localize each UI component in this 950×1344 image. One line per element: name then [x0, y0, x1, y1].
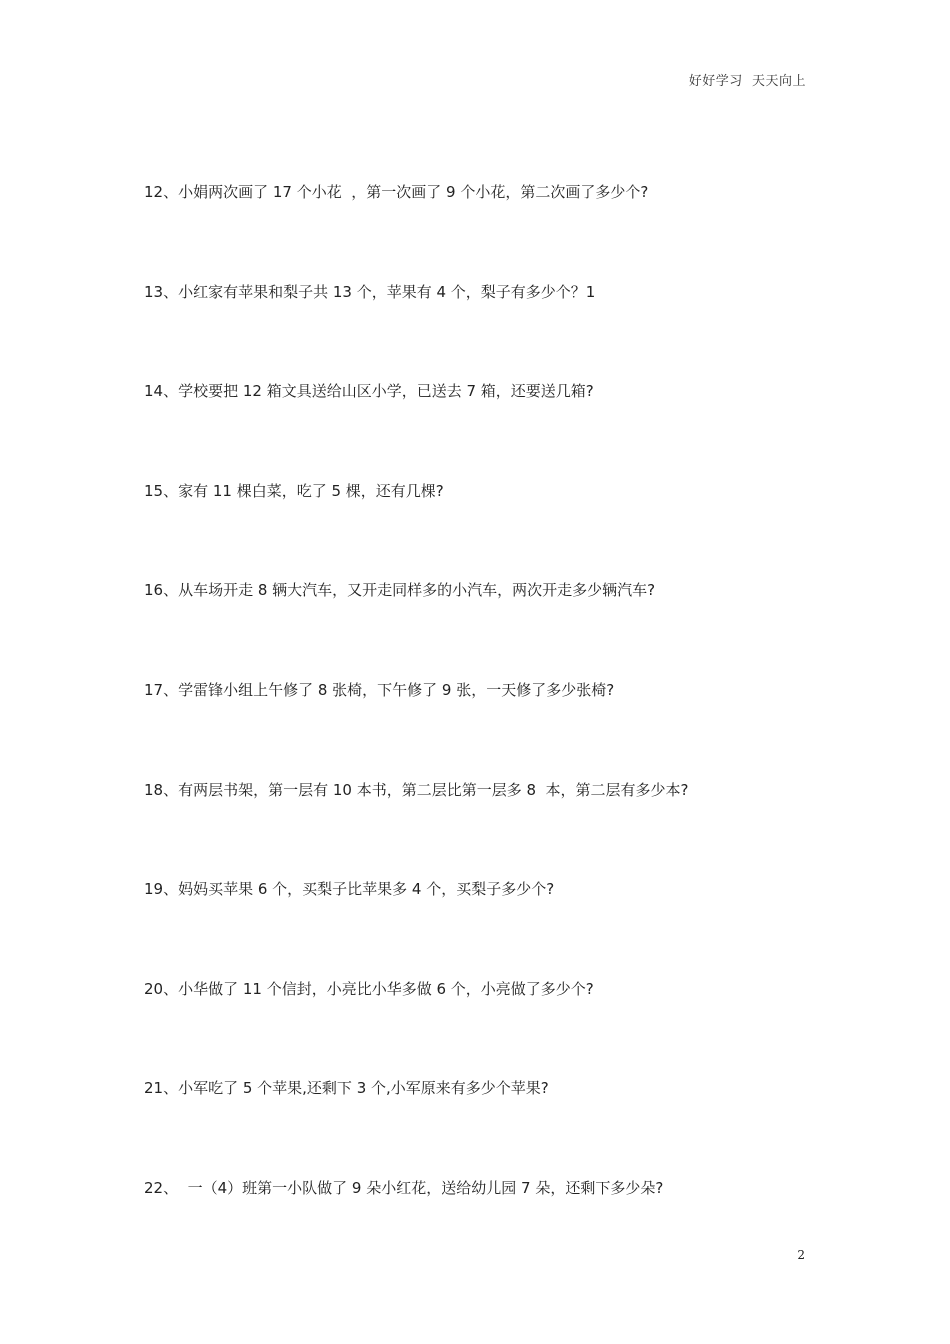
page-number: 2: [797, 1248, 805, 1262]
question-17: 17、学雷锋小组上午修了 8 张椅，下午修了 9 张，一天修了多少张椅?: [144, 680, 615, 699]
question-13: 13、小红家有苹果和梨子共 13 个，苹果有 4 个，梨子有多少个？1: [144, 282, 596, 301]
question-18: 18、有两层书架，第一层有 10 本书，第二层比第一层多 8 本，第二层有多少本?: [144, 780, 689, 799]
question-22: 22、 一（4）班第一小队做了 9 朵小红花，送给幼儿园 7 朵，还剩下多少朵?: [144, 1178, 664, 1197]
question-16: 16、从车场开走 8 辆大汽车，又开走同样多的小汽车，两次开走多少辆汽车?: [144, 581, 656, 600]
question-19: 19、妈妈买苹果 6 个，买梨子比苹果多 4 个，买梨子多少个?: [144, 880, 555, 899]
question-21: 21、小军吃了 5 个苹果,还剩下 3 个,小军原来有多少个苹果?: [144, 1079, 549, 1098]
question-20: 20、小华做了 11 个信封，小亮比小华多做 6 个，小亮做了多少个?: [144, 979, 594, 998]
question-15: 15、家有 11 棵白菜，吃了 5 棵，还有几棵?: [144, 481, 444, 500]
question-list: [144, 179, 844, 1275]
question-12: 12、小娟两次画了 17 个小花 ，第一次画了 9 个小花，第二次画了多少个?: [144, 183, 649, 201]
question-14: 14、学校要把 12 箱文具送给山区小学，已送去 7 箱，还要送几箱?: [144, 382, 594, 401]
page-header: 好好学习 天天向上: [688, 74, 806, 89]
